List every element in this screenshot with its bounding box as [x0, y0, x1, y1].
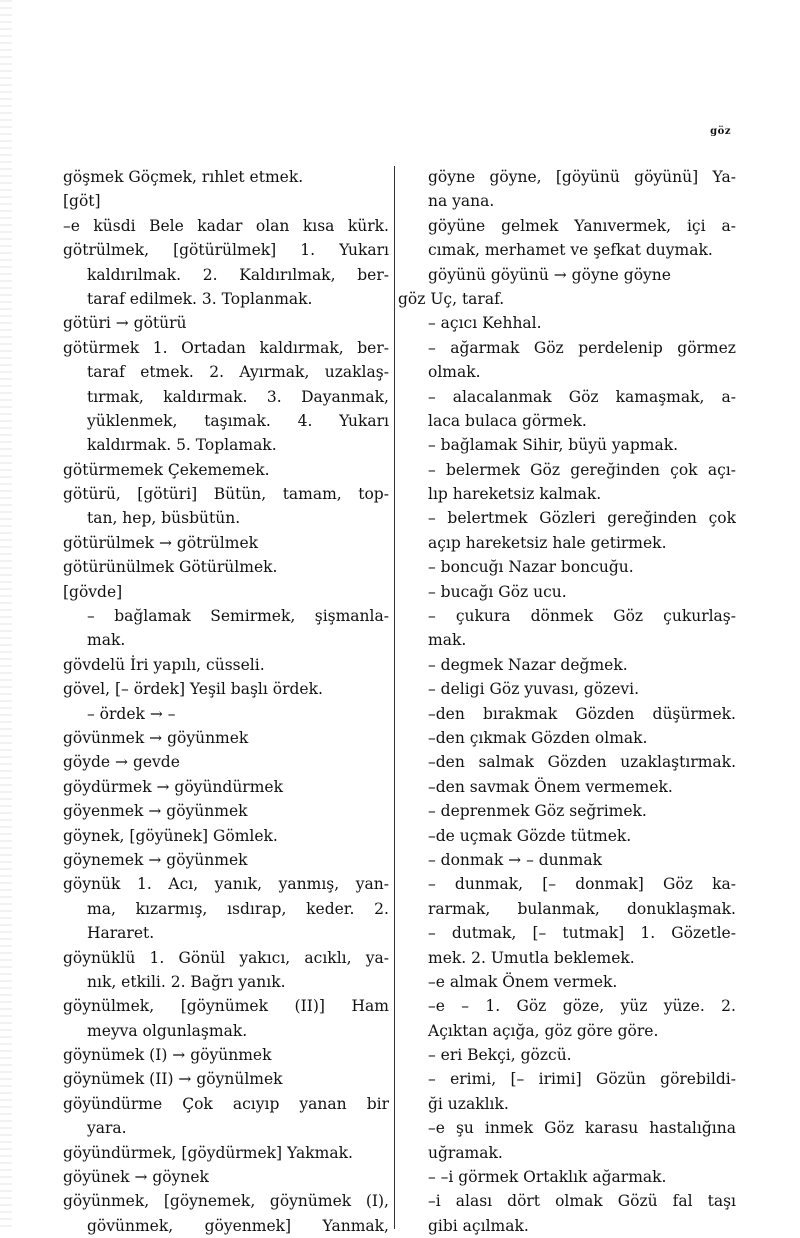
dictionary-line: mek. 2. Umutla beklemek.	[428, 948, 635, 967]
dictionary-line: – dutmak, [– tutmak] 1. Gözetle-	[428, 924, 736, 943]
dictionary-line: gövünmek, göyenmek] Yanmak,	[87, 1216, 389, 1235]
dictionary-line: – bucağı Göz ucu.	[428, 582, 567, 601]
dictionary-line: – deprenmek Göz seğrimek.	[428, 802, 647, 821]
dictionary-line: – açıcı Kehhal.	[428, 314, 542, 333]
dictionary-line: kaldırılmak. 2. Kaldırılmak, ber-	[87, 265, 389, 284]
dictionary-line: göyünü göyünü → göyne göyne	[428, 265, 671, 284]
dictionary-line: tan, hep, büsbütün.	[87, 509, 241, 528]
dictionary-line: – eri Bekçi, gözcü.	[428, 1046, 572, 1065]
dictionary-line: – degmek Nazar değmek.	[428, 655, 628, 674]
dictionary-line: taraf etmek. 2. Ayırmak, uzaklaş-	[87, 363, 389, 382]
dictionary-line: –den bırakmak Gözden düşürmek.	[428, 704, 736, 723]
dictionary-line: – dunmak, [– donmak] Göz ka-	[428, 875, 736, 894]
dictionary-line: – erimi, [– irimi] Gözün görebildi-	[428, 1070, 736, 1089]
right-column	[398, 165, 736, 1238]
dictionary-line: göyenmek → göyünmek	[63, 802, 248, 821]
dictionary-line: kaldırmak. 5. Toplamak.	[87, 436, 277, 455]
dictionary-line: Hararet.	[87, 924, 155, 943]
dictionary-line: götürünülmek Götürülmek.	[63, 558, 278, 577]
dictionary-line: –e almak Önem vermek.	[428, 972, 618, 991]
dictionary-line: açıp hareketsiz hale getirmek.	[428, 533, 667, 552]
dictionary-line: götürmek 1. Ortadan kaldırmak, ber-	[63, 338, 389, 357]
dictionary-line: götrülmek, [götürülmek] 1. Yukarı	[63, 241, 389, 260]
dictionary-line: götürülmek → götrülmek	[63, 533, 259, 552]
dictionary-line: tırmak, kaldırmak. 3. Dayanmak,	[87, 387, 389, 406]
dictionary-line: göynümek (II) → göynülmek	[63, 1070, 283, 1089]
dictionary-line: –e küsdi Bele kadar olan kısa kürk.	[63, 216, 389, 235]
dictionary-line: – –i görmek Ortaklık ağarmak.	[428, 1168, 667, 1187]
dictionary-line: göydürmek → göyündürmek	[63, 777, 283, 796]
dictionary-line: lıp hareketsiz kalmak.	[428, 485, 602, 504]
dictionary-line: göz Uç, taraf.	[398, 289, 505, 308]
dictionary-line: uğramak.	[428, 1143, 503, 1162]
dictionary-line: göynemek → göyünmek	[63, 850, 248, 869]
dictionary-line: [gövde]	[63, 582, 123, 601]
dictionary-line: yüklenmek, taşımak. 4. Yukarı	[87, 411, 389, 430]
dictionary-line: – deligi Göz yuvası, gözevi.	[428, 680, 640, 699]
dictionary-line: –den salmak Gözden uzaklaştırmak.	[428, 753, 736, 772]
dictionary-line: mak.	[87, 631, 126, 650]
dictionary-line: – boncuğı Nazar boncuğu.	[428, 558, 634, 577]
dictionary-line: – belermek Göz gereğinden çok açı-	[428, 460, 736, 479]
left-column	[63, 165, 389, 1238]
dictionary-line: – belertmek Gözleri gereğinden çok	[428, 509, 736, 528]
dictionary-line: – ördek → –	[87, 704, 176, 723]
dictionary-line: Açıktan açığa, göz göre göre.	[428, 1021, 659, 1040]
dictionary-line: gövünmek → göyünmek	[63, 728, 249, 747]
dictionary-line: – çukura dönmek Göz çukurlaş-	[428, 607, 736, 626]
dictionary-line: ği uzaklık.	[428, 1094, 509, 1113]
dictionary-line: göyündürmek, [göydürmek] Yakmak.	[63, 1143, 353, 1162]
dictionary-line: götürmemek Çekememek.	[63, 460, 270, 479]
dictionary-line: laca bulaca görmek.	[428, 411, 587, 430]
dictionary-line: yara.	[87, 1119, 127, 1138]
dictionary-line: göyde → gevde	[63, 753, 180, 772]
dictionary-line: göyündürme Çok acıyıp yanan bir	[63, 1094, 389, 1113]
dictionary-line: götürü, [götüri] Bütün, tamam, top-	[63, 485, 389, 504]
dictionary-line: cımak, merhamet ve şefkat duymak.	[428, 241, 713, 260]
dictionary-line: –den çıkmak Gözden olmak.	[428, 728, 648, 747]
dictionary-line: –i alası dört olmak Gözü fal taşı	[428, 1192, 736, 1211]
dictionary-line: mak.	[428, 631, 467, 650]
dictionary-line: taraf edilmek. 3. Toplanmak.	[87, 289, 313, 308]
dictionary-line: olmak.	[428, 363, 481, 382]
dictionary-line: rarmak, bulanmak, donuklaşmak.	[428, 899, 736, 918]
dictionary-line: nık, etkili. 2. Bağrı yanık.	[87, 972, 286, 991]
dictionary-line: –e – 1. Göz göze, yüz yüze. 2.	[428, 997, 736, 1016]
dictionary-line: gövdelü İri yapılı, cüsseli.	[63, 655, 265, 674]
dictionary-line: meyva olgunlaşmak.	[87, 1021, 248, 1040]
dictionary-line: – donmak → – dunmak	[428, 850, 602, 869]
dictionary-line: göynüklü 1. Gönül yakıcı, acıklı, ya-	[63, 948, 389, 967]
dictionary-line: –e şu inmek Göz karasu hastalığına	[428, 1119, 736, 1138]
dictionary-line: –den savmak Önem vermemek.	[428, 777, 673, 796]
scan-edge	[0, 0, 12, 1229]
dictionary-line: gibi açılmak.	[428, 1216, 529, 1235]
dictionary-line: göynük 1. Acı, yanık, yanmış, yan-	[63, 875, 389, 894]
dictionary-line: göyünek → göynek	[63, 1168, 209, 1187]
dictionary-line: – bağlamak Sihir, büyü yapmak.	[428, 436, 679, 455]
dictionary-line: göyne göyne, [göyünü göyünü] Ya-	[428, 168, 736, 186]
dictionary-line: gövel, [– ördek] Yeşil başlı ördek.	[63, 680, 323, 699]
dictionary-line: göynümek (I) → göyünmek	[63, 1046, 272, 1065]
dictionary-line: götüri → götürü	[63, 314, 187, 333]
column-divider	[394, 166, 395, 1229]
dictionary-line: – alacalanmak Göz kamaşmak, a-	[428, 387, 736, 406]
dictionary-line: göyüne gelmek Yanıvermek, içi a-	[428, 216, 736, 235]
dictionary-line: na yana.	[428, 192, 495, 211]
dictionary-line: göynülmek, [göynümek (II)] Ham	[63, 997, 389, 1016]
dictionary-line: göşmek Göçmek, rıhlet etmek.	[63, 168, 304, 186]
running-head: göz	[710, 126, 731, 137]
dictionary-line: –de uçmak Gözde tütmek.	[428, 826, 632, 845]
dictionary-line: göynek, [göyünek] Gömlek.	[63, 826, 278, 845]
dictionary-line: göyünmek, [göynemek, göynümek (I),	[63, 1192, 389, 1211]
dictionary-line: [göt]	[63, 192, 101, 211]
dictionary-line: – ağarmak Göz perdelenip görmez	[428, 338, 736, 357]
dictionary-line: ma, kızarmış, ısdırap, keder. 2.	[87, 899, 389, 918]
dictionary-line: – bağlamak Semirmek, şişmanla-	[87, 607, 389, 626]
